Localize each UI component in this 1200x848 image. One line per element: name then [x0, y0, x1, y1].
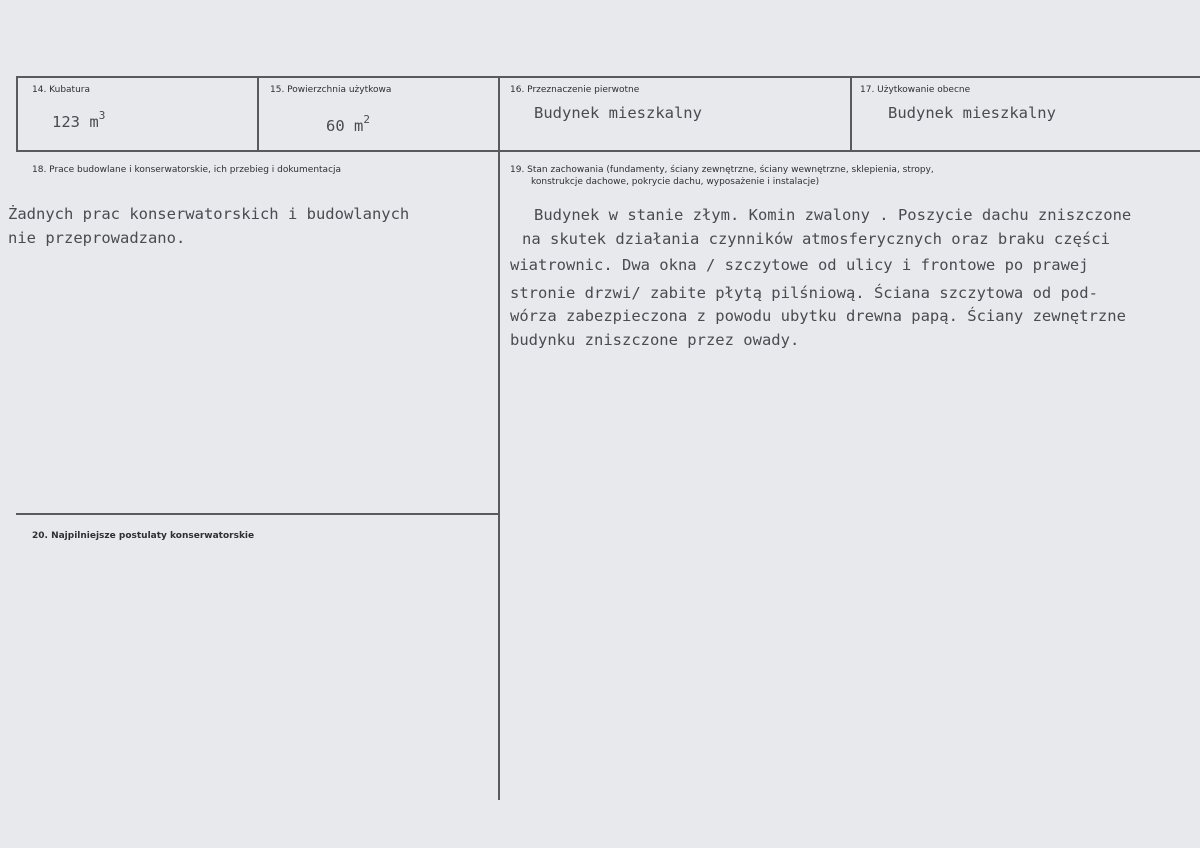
field-16-value: Budynek mieszkalny	[534, 104, 702, 122]
field-17-label: 17. Użytkowanie obecne	[860, 85, 971, 95]
field-18-line-1: Żadnych prac konserwatorskich i budowlanych	[8, 205, 410, 223]
field-14-label: 14. Kubatura	[32, 85, 91, 95]
main-vertical-divider	[498, 76, 500, 800]
divider-14-15	[257, 76, 259, 152]
field-15-value	[326, 108, 370, 138]
field-15-exponent: 2	[363, 113, 370, 126]
field-14-unit: m	[89, 113, 99, 131]
field-14-value	[52, 104, 105, 134]
divider-16-17	[850, 76, 852, 152]
field-14-number: 123	[52, 113, 80, 131]
row1-bottom-line	[16, 150, 1200, 152]
field-19-line-5: wórza zabezpieczona z powodu ubytku drewna papą. Ściany zewnętrzne	[510, 307, 1126, 325]
field-18-label: 18. Prace budowlane i konserwatorskie, ich przebieg i dokumentacja	[32, 165, 342, 175]
field-20-label: 20. Najpilniejsze postulaty konserwatorskie	[32, 531, 255, 541]
field-15-number: 60	[326, 117, 345, 135]
field-15-label: 15. Powierzchnia użytkowa	[270, 85, 392, 95]
field-19-line-2: na skutek działania czynników atmosferycznych oraz braku części	[522, 230, 1110, 248]
field-14-exponent: 3	[98, 109, 106, 122]
field-19-line-6: budynku zniszczone przez owady.	[510, 331, 800, 349]
field-17-value: Budynek mieszkalny	[888, 104, 1056, 122]
field-19-label-line-1: 19. Stan zachowania (fundamenty, ściany zewnętrzne, ściany wewnętrzne, sklepienia, stropy,	[510, 165, 934, 175]
field-19-label-line-2: konstrukcje dachowe, pokrycie dachu, wyposażenie i instalacje)	[531, 177, 820, 187]
field-19-line-3: wiatrownic. Dwa okna / szczytowe od ulicy i frontowe po prawej	[510, 256, 1089, 274]
field-19-line-1: Budynek w stanie złym. Komin zwalony . Poszycie dachu zniszczone	[534, 206, 1132, 224]
field-18-line-2: nie przeprowadzano.	[8, 229, 186, 247]
field-15-unit: m	[354, 117, 364, 135]
divider-18-20	[16, 513, 500, 515]
field-19-line-4: stronie drzwi/ zabite płytą pilśniową. Ściana szczytowa od pod-	[510, 284, 1098, 302]
left-border-line	[16, 76, 18, 152]
top-border-line	[16, 76, 1200, 78]
field-16-label: 16. Przeznaczenie pierwotne	[510, 85, 640, 95]
